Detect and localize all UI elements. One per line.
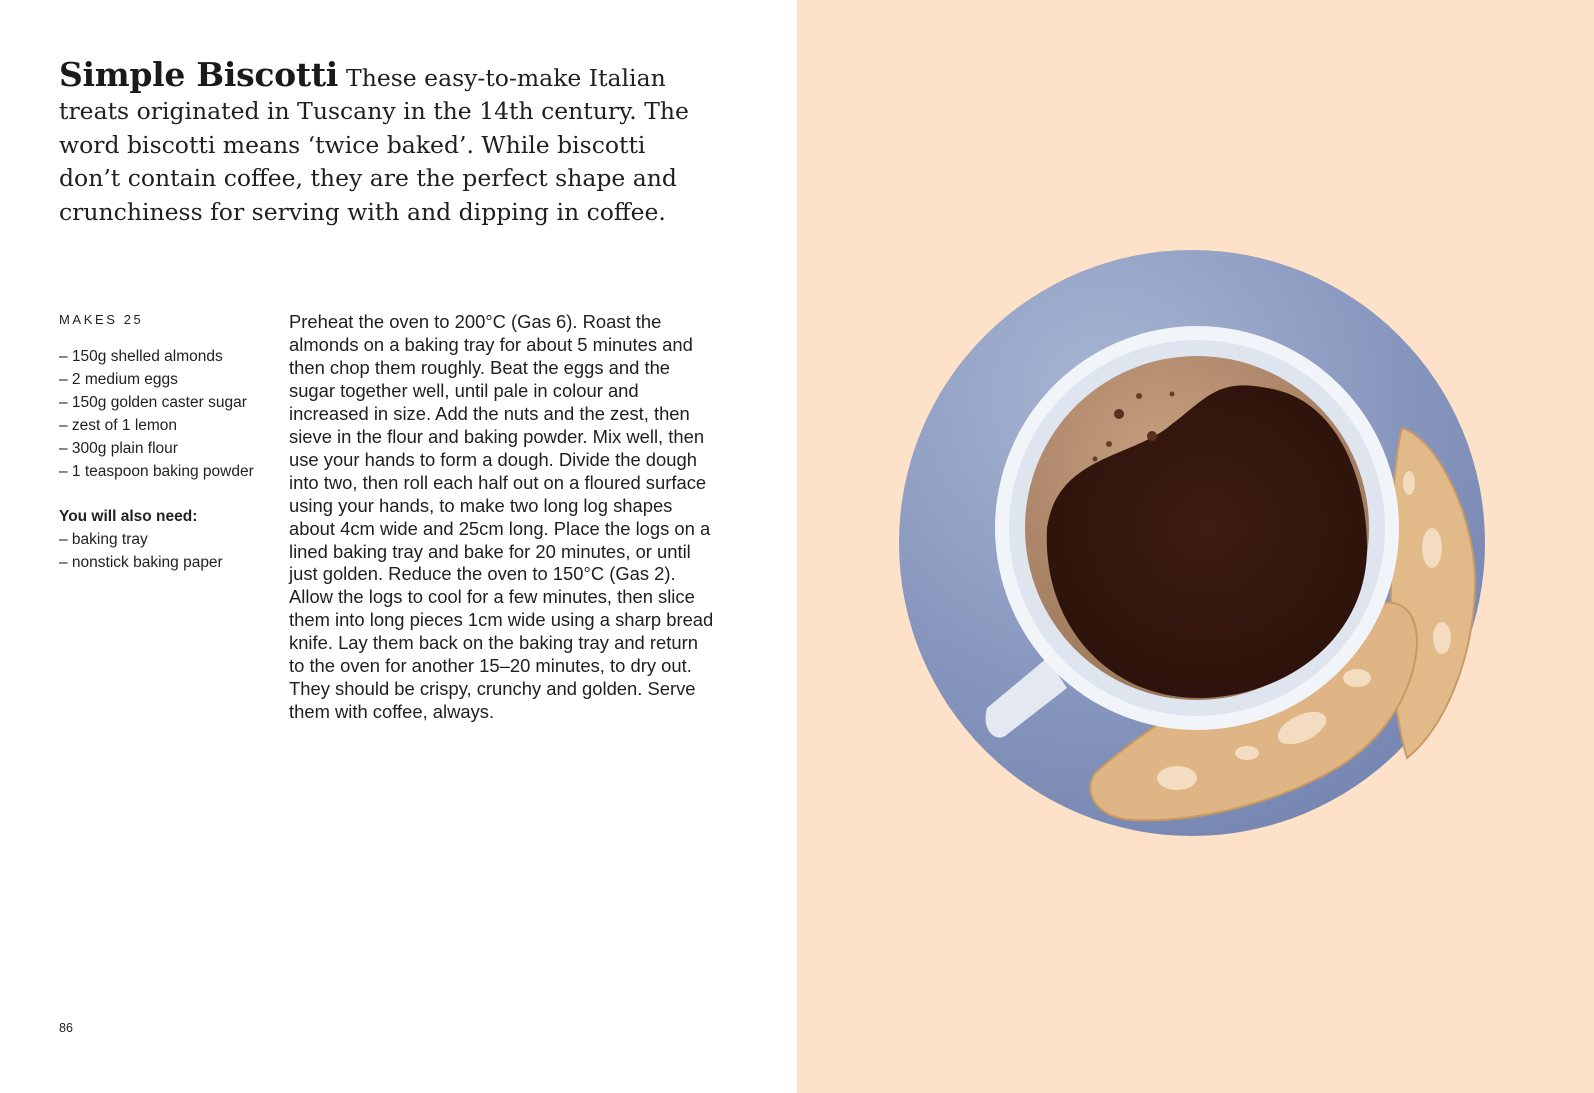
recipe-intro-text: These easy-to-make Italian treats originated in Tuscany in the 14th century. The word biscotti means ‘twice baked’. While biscotti don’t contain coffee, they are the perfect shape and crunchiness for serving with and dipping in coffee. [59,64,689,226]
crema-bubble [1093,457,1098,462]
equipment-item: – nonstick baking paper [59,554,223,571]
almond-chunk [1343,669,1371,687]
crema-bubble [1114,409,1124,419]
also-need-title: You will also need: [59,508,198,525]
page-number: 86 [59,1021,73,1035]
ingredient-item: – 2 medium eggs [59,371,178,388]
equipment-list [59,528,279,574]
ingredient-item: – 150g shelled almonds [59,348,223,365]
crema-bubble [1106,441,1112,447]
almond-chunk [1433,622,1451,654]
right-page [797,0,1594,1093]
crema-bubble [1136,393,1142,399]
almond-chunk [1403,471,1415,495]
almond-chunk [1157,766,1197,790]
almond-chunk [1422,528,1442,568]
almond-chunk [1235,746,1259,760]
recipe-intro [59,55,689,229]
ingredients-list [59,345,279,483]
ingredients-column [59,312,279,574]
equipment-item: – baking tray [59,531,148,548]
ingredient-item: – 1 teaspoon baking powder [59,463,254,480]
recipe-title: Simple Biscotti [59,55,339,94]
ingredient-item: – zest of 1 lemon [59,417,178,434]
crema-bubble [1147,431,1157,441]
coffee-biscotti-illustration [897,248,1487,838]
crema-bubble [1170,392,1175,397]
makes-count: MAKES 25 [59,312,144,327]
ingredient-item: – 300g plain flour [59,440,178,457]
method-text: Preheat the oven to 200°C (Gas 6). Roast the almonds on a baking tray for about 5 minutes and then chop them roughly. Beat the eggs and the sugar together well, until pale in colour and increased in size. Add the nuts and the zest, then sieve in the flour and baking powder. Mix well, then use your hands to form a dough. Divide the dough into two, then roll each half out on a floured surface using your hands, to make two long log shapes about 4cm wide and 25cm long. Place the logs on a lined baking tray and bake for 20 minutes, or until just golden. Reduce the oven to 150°C (Gas 2). Allow the logs to cool for a few minutes, then slice them into long pieces 1cm wide using a sharp bread knife. Lay them back on the baking tray and return to the oven for another 15–20 minutes, to dry out. They should be crispy, crunchy and golden. Serve them with coffee, always. [289,311,714,723]
ingredient-item: – 150g golden caster sugar [59,394,247,411]
